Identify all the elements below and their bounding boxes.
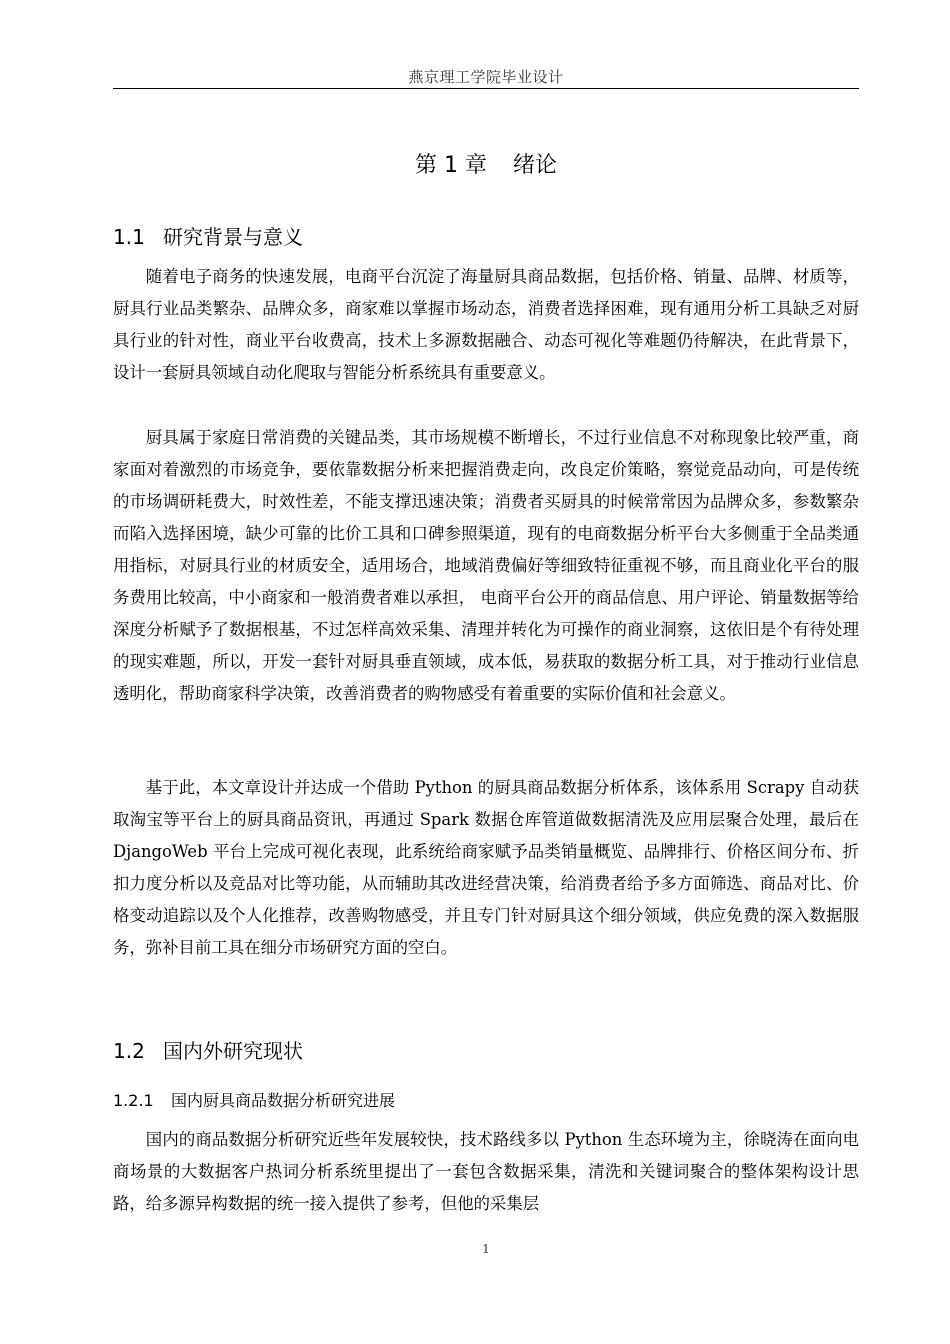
section-heading-1-1 xyxy=(113,221,859,250)
section-number: 1.1 xyxy=(113,225,145,249)
subsection-number: 1.2.1 xyxy=(113,1091,154,1110)
page-number: 1 xyxy=(482,1242,490,1256)
section-heading-1-2 xyxy=(113,1035,859,1064)
paragraph-2: 厨具属于家庭日常消费的关键品类，其市场规模不断增长，不过行业信息不对称现象比较严重，商家面对着激烈的市场竞争，要依靠数据分析来把握消费走向，改良定价策略，察觉竞品动向，可是传统的市场调研耗费大，时效性差，不能支撑迅速决策；消费者买厨具的时候常常因为品牌众多，参数繁杂而陷入选择困境，缺少可靠的比价工具和口碑参照渠道，现有的电商数据分析平台大多侧重于全品类通用指标，对厨具行业的材质安全，适用场合，地域消费偏好等细致特征重视不够，而且商业化平台的服务费用比较高，中小商家和一般消费者难以承担， 电商平台公开的商品信息、用户评论、销量数据等给深度分析赋予了数据根基，不过怎样高效采集、清理并转化为可操作的商业洞察，这依旧是个有待处理的现实难题，所以，开发一套针对厨具垂直领域，成本低，易获取的数据分析工具，对于推动行业信息透明化，帮助商家科学决策，改善消费者的购物感受有着重要的实际价值和社会意义。 xyxy=(113,428,859,703)
running-header: 燕京理工学院毕业设计 xyxy=(408,68,564,86)
chapter-title: 绪论 xyxy=(512,153,557,178)
paragraph-4: 国内的商品数据分析研究近些年发展较快，技术路线多以 Python 生态环境为主，徐晓涛在面向电商场景的大数据客户热词分析系统里提出了一套包含数据采集，清洗和关键词聚合的整体架构设计思路，给多源异构数据的统一接入提供了参考，但他的采集层 xyxy=(113,1130,859,1213)
section-title: 国内外研究现状 xyxy=(163,1039,303,1063)
subsection-heading-1-2-1 xyxy=(113,1088,859,1111)
subsection-title: 国内厨具商品数据分析研究进展 xyxy=(171,1091,396,1110)
section-number: 1.2 xyxy=(113,1039,145,1063)
paragraph-1: 随着电子商务的快速发展，电商平台沉淀了海量厨具商品数据，包括价格、销量、品牌、材质等，厨具行业品类繁杂、品牌众多，商家难以掌握市场动态，消费者选择困难，现有通用分析工具缺乏对厨具行业的针对性，商业平台收费高，技术上多源数据融合、动态可视化等难题仍待解决，在此背景下，设计一套厨具领域自动化爬取与智能分析系统具有重要意义。 xyxy=(113,267,859,382)
section-title: 研究背景与意义 xyxy=(163,225,303,249)
paragraph-3: 基于此，本文章设计并达成一个借助 Python 的厨具商品数据分析体系，该体系用 Scrapy 自动获取淘宝等平台上的厨具商品资讯，再通过 Spark 数据仓库管道做数据清洗及应用层聚合处理，最后在 DjangoWeb 平台上完成可视化表现，此系统给商家赋予品类销量概览、品牌排行、价格区间分布、折扣力度分析以及竞品对比等功能，从而辅助其改进经营决策，给消费者给予多方面筛选、商品对比、价格变动追踪以及个人化推荐，改善购物感受，并且专门针对厨具这个细分领域，供应免费的深入数据服务，弥补目前工具在细分市场研究方面的空白。 xyxy=(113,778,859,957)
header-rule xyxy=(113,88,859,89)
chapter-heading xyxy=(113,148,859,179)
chapter-number: 第 1 章 xyxy=(415,153,487,178)
